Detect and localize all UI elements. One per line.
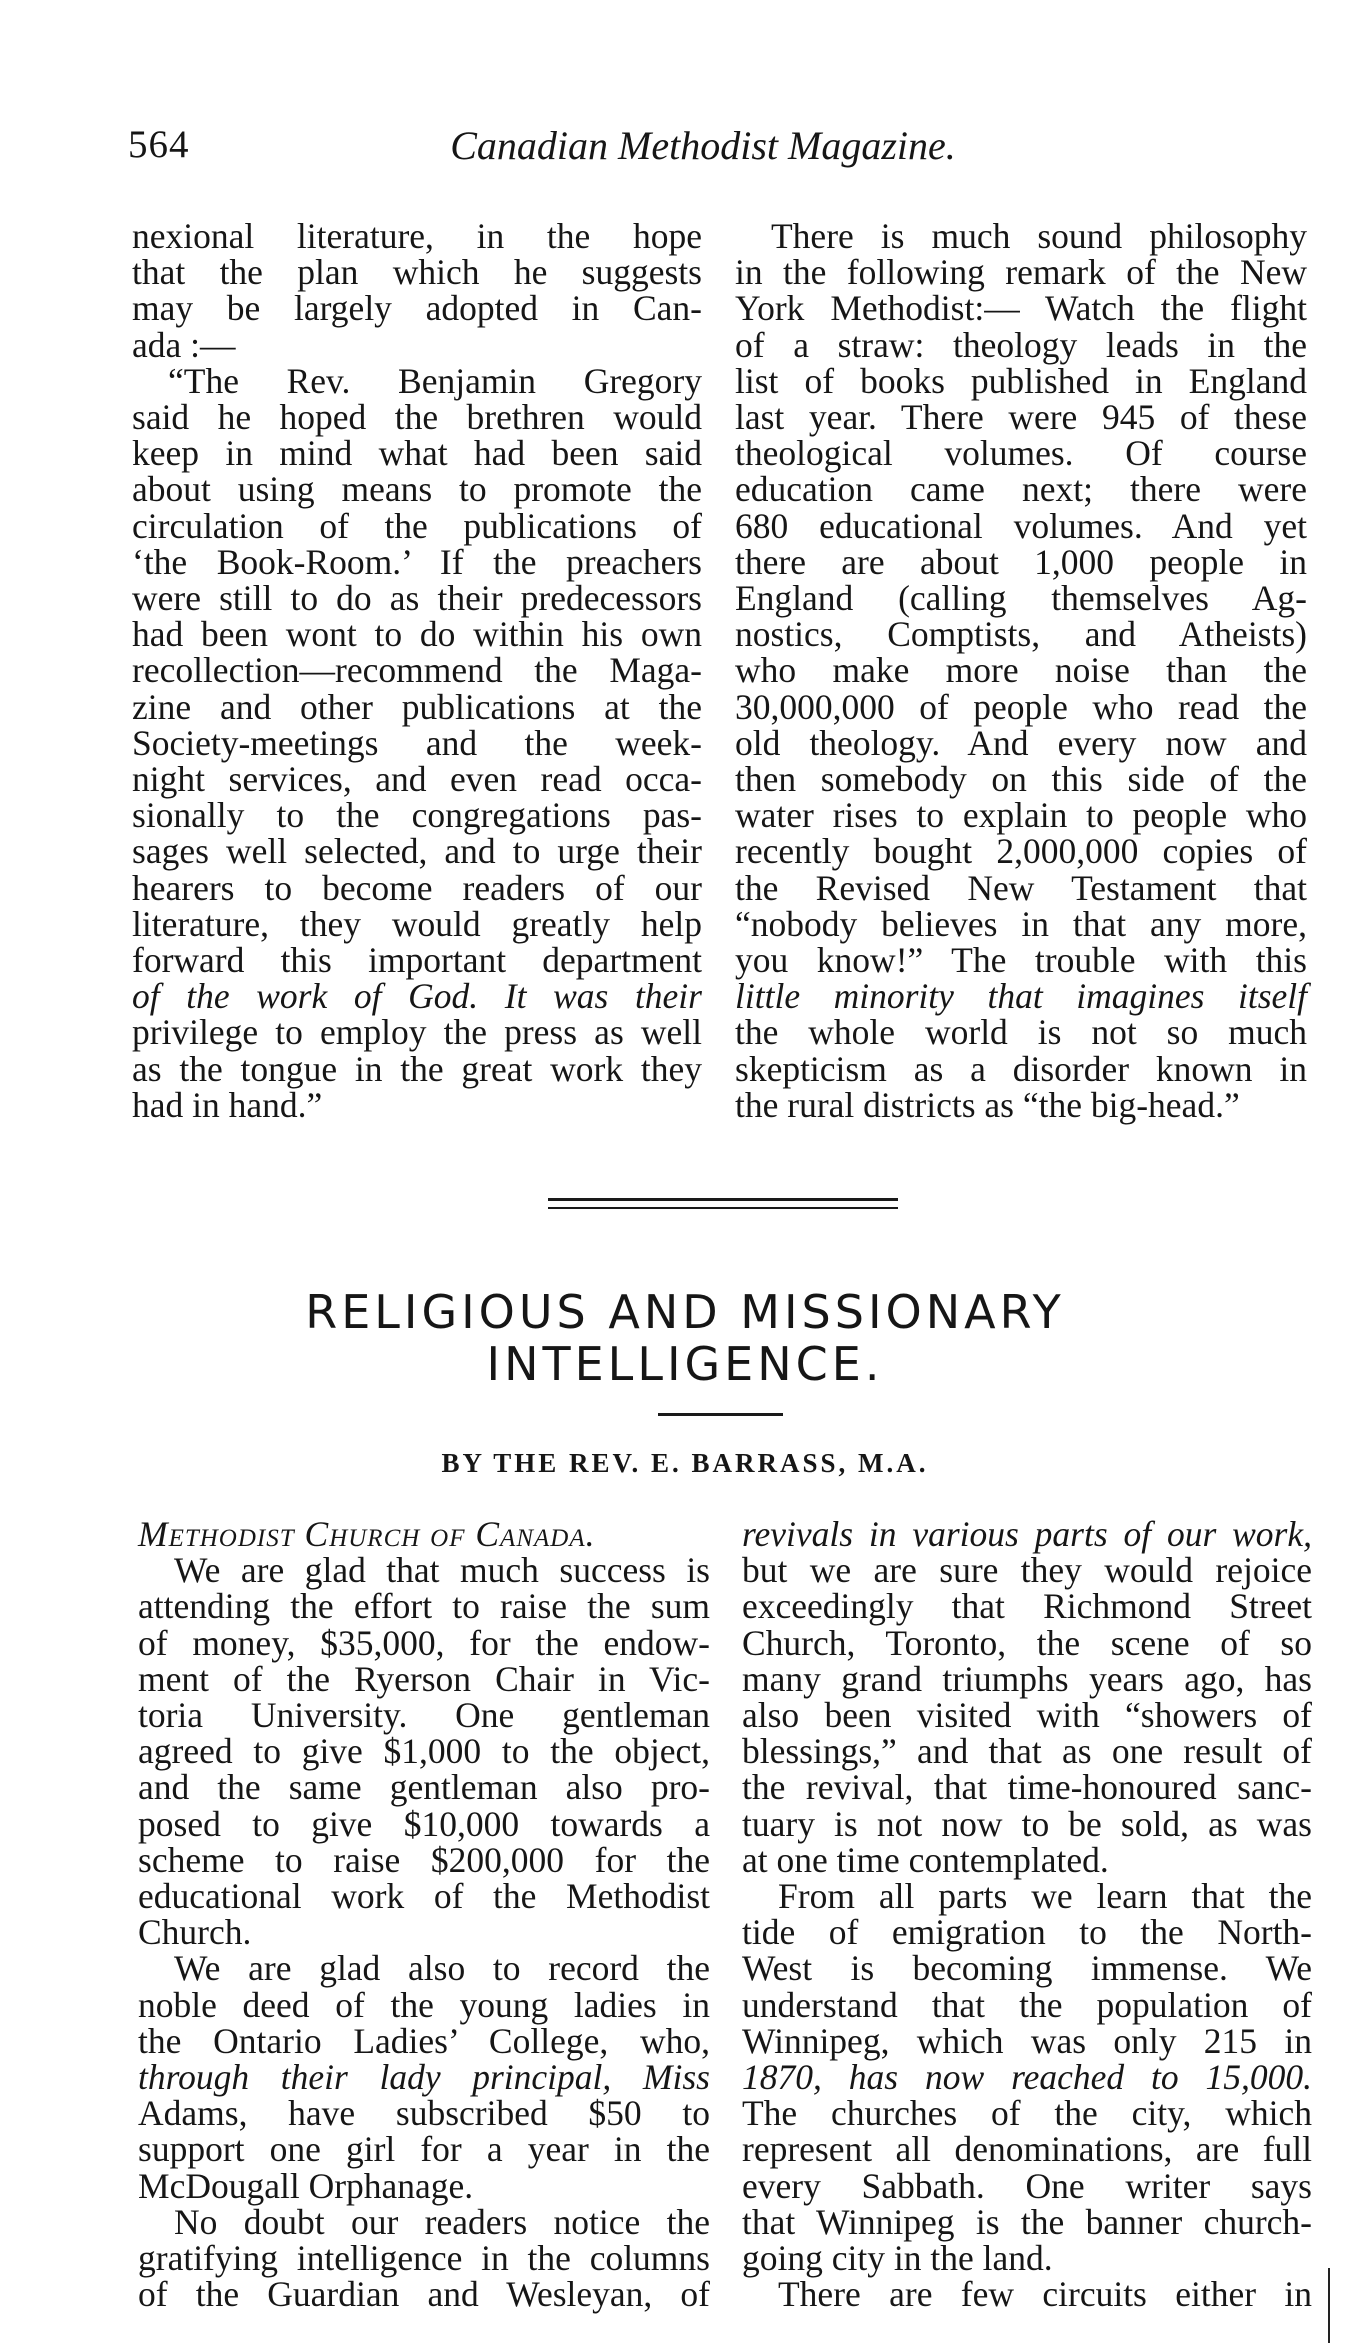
bottom-right-column (742, 1514, 1312, 2315)
text-line: nexional literature, in the hope (132, 216, 702, 256)
section-heading-line2: INTELLIGENCE. (486, 1337, 884, 1391)
text-line: 30,000,000 of people who read the (735, 686, 1307, 727)
text-line: York Methodist:— Watch the flight (735, 288, 1307, 329)
text-line: 1870, has now reached to 15,000. (742, 2057, 1312, 2098)
text-line: through their lady principal, Miss (138, 2057, 710, 2098)
text-line: sionally to the congregations pas- (132, 795, 702, 836)
bottom-left-column (138, 1514, 710, 2315)
text-line: tuary is not now to be sold, as was (742, 1803, 1312, 1844)
text-line: of money, $35,000, for the endow- (138, 1622, 710, 1663)
text-line: scheme to raise $200,000 for the (138, 1839, 710, 1880)
text-line: literature, they would greatly help (132, 903, 702, 944)
text-line: keep in mind what had been said (132, 433, 702, 474)
text-line: Society-meetings and the week- (132, 722, 702, 763)
text-line: McDougall Orphanage. (138, 2165, 474, 2206)
text-line: “The Rev. Benjamin Gregory (168, 360, 702, 401)
text-line: agreed to give $1,000 to the object, (138, 1731, 710, 1772)
text-line: sages well selected, and to urge their (132, 831, 702, 872)
top-left-column (132, 218, 702, 1123)
text-line: going city in the land. (742, 2238, 1053, 2279)
page-header (128, 122, 1278, 182)
text-line: nostics, Comptists, and Atheists) (735, 614, 1307, 655)
text-line: of the Guardian and Wesleyan, of (138, 2274, 710, 2315)
text-line: the rural districts as “the big-head.” (735, 1084, 1240, 1125)
top-right-column (735, 218, 1307, 1123)
text-line: circulation of the publications of (132, 505, 702, 546)
text-line: zine and other publications at the (132, 686, 702, 727)
text-line: Church. (138, 1912, 252, 1953)
text-line: of a straw: theology leads in the (735, 324, 1307, 365)
text-line: “nobody believes in that any more, (735, 903, 1307, 944)
text-line: Winnipeg, which was only 215 in (742, 2020, 1312, 2061)
text-line: forward this important department (132, 940, 702, 981)
text-line: little minority that imagines itself (735, 976, 1307, 1017)
text-line: the revival, that time-honoured sanc- (742, 1767, 1312, 1808)
text-line: ada :— (132, 324, 236, 365)
text-line: ‘the Book-Room.’ If the preachers (132, 541, 702, 582)
text-line: toria University. One gentleman (138, 1695, 710, 1736)
text-line: represent all denominations, are full (742, 2129, 1312, 2170)
text-line: that Winnipeg is the banner church- (742, 2201, 1312, 2242)
text-line: last year. There were 945 of these (735, 397, 1307, 438)
text-line: exceedingly that Richmond Street (742, 1586, 1312, 1627)
text-line: hearers to become readers of our (132, 867, 702, 908)
text-line: gratifying intelligence in the columns (138, 2238, 710, 2279)
text-line: night services, and even read occa- (132, 759, 702, 800)
text-line: said he hoped the brethren would (132, 397, 702, 438)
text-line: water rises to explain to people who (735, 795, 1307, 836)
text-line: ment of the Ryerson Chair in Vic- (138, 1658, 710, 1699)
text-line: then somebody on this side of the (735, 759, 1307, 800)
text-line: educational work of the Methodist (138, 1876, 710, 1917)
text-line: recently bought 2,000,000 copies of (735, 831, 1307, 872)
text-line: There are few circuits either in (778, 2274, 1312, 2315)
text-line: many grand triumphs years ago, has (742, 1658, 1312, 1699)
text-line: blessings,” and that as one result of (742, 1731, 1312, 1772)
text-line: We are glad that much success is (174, 1550, 710, 1591)
text-line: From all parts we learn that the (778, 1876, 1312, 1917)
subsection-title: Methodist Church of Canada. (138, 1514, 596, 1554)
text-line: about using means to promote the (132, 469, 702, 510)
text-line: attending the effort to raise the sum (138, 1586, 710, 1627)
text-line: also been visited with “showers of (742, 1695, 1312, 1736)
text-line: and the same gentleman also pro- (138, 1767, 710, 1808)
text-line: privilege to employ the press as well (132, 1012, 702, 1053)
text-line: understand that the population of (742, 1984, 1312, 2025)
section-heading-line1: RELIGIOUS AND MISSIONARY (305, 1285, 1065, 1339)
text-line: the whole world is not so much (735, 1012, 1307, 1053)
text-line: England (calling themselves Ag- (735, 578, 1307, 619)
text-line: tide of emigration to the North- (742, 1912, 1312, 1953)
text-line: had in hand.” (132, 1084, 323, 1125)
running-title: Canadian Methodist Magazine. (450, 123, 956, 168)
text-line: you know!” The trouble with this (735, 940, 1307, 981)
text-line: 680 educational volumes. And yet (735, 505, 1307, 546)
text-line: that the plan which he suggests (132, 252, 702, 293)
text-line: were still to do as their predecessors (132, 578, 702, 619)
text-line: of the work of God. It was their (132, 976, 702, 1017)
text-line: support one girl for a year in the (138, 2129, 710, 2170)
byline: BY THE REV. E. BARRASS, M.A. (441, 1448, 929, 1478)
text-line: there are about 1,000 people in (735, 541, 1307, 582)
text-line: every Sabbath. One writer says (742, 2165, 1312, 2206)
text-line: in the following remark of the New (735, 252, 1307, 293)
text-line: list of books published in England (735, 360, 1307, 401)
text-line: noble deed of the young ladies in (138, 1984, 710, 2025)
text-line: old theology. And every now and (735, 722, 1307, 763)
text-line: may be largely adopted in Can- (132, 288, 702, 329)
text-line: theological volumes. Of course (735, 433, 1307, 474)
text-line: posed to give $10,000 towards a (138, 1803, 710, 1844)
text-line: at one time contemplated. (742, 1839, 1109, 1880)
text-line: revivals in various parts of our work, (742, 1514, 1312, 1554)
page-number: 564 (128, 123, 190, 166)
text-line: the Ontario Ladies’ College, who, (138, 2020, 710, 2061)
text-line: who make more noise than the (735, 650, 1307, 691)
text-line: The churches of the city, which (742, 2093, 1312, 2134)
text-line: as the tongue in the great work they (132, 1048, 702, 1089)
text-line: No doubt our readers notice the (174, 2201, 710, 2242)
text-line: West is becoming immense. We (742, 1948, 1312, 1989)
text-line: but we are sure they would rejoice (742, 1550, 1312, 1591)
page-edge-mark (1328, 2268, 1330, 2343)
text-line: Church, Toronto, the scene of so (742, 1622, 1312, 1663)
text-line: Adams, have subscribed $50 to (138, 2093, 710, 2134)
text-line: had been wont to do within his own (132, 614, 702, 655)
heading-underline (658, 1413, 783, 1416)
text-line: the Revised New Testament that (735, 867, 1307, 908)
text-line: skepticism as a disorder known in (735, 1048, 1307, 1089)
divider-rule-bottom (548, 1207, 898, 1209)
text-line: recollection—recommend the Maga- (132, 650, 702, 691)
divider-rule-top (548, 1198, 898, 1201)
text-line: We are glad also to record the (174, 1948, 710, 1989)
text-line: education came next; there were (735, 469, 1307, 510)
text-line: There is much sound philosophy (771, 216, 1307, 256)
